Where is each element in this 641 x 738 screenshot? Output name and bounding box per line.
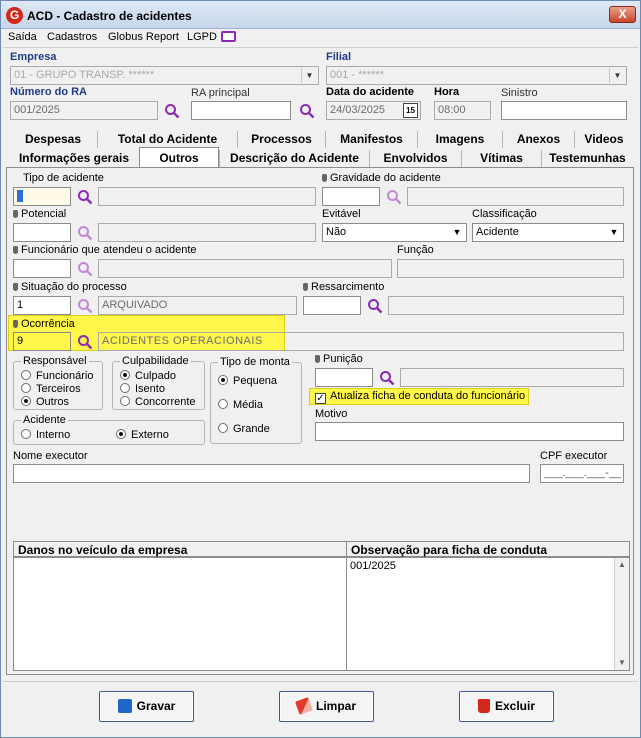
pin-icon: [13, 320, 18, 328]
menu-saida[interactable]: Saída: [8, 31, 37, 43]
punicao-desc: [400, 368, 624, 387]
observacao-header: Observação para ficha de conduta: [346, 541, 630, 557]
gravidade-desc: [407, 187, 624, 206]
potencial-code-input[interactable]: [13, 223, 71, 242]
menu-globus-report[interactable]: Globus Report: [108, 31, 179, 43]
search-icon[interactable]: [77, 189, 93, 205]
data-acidente-label: Data do acidente: [326, 86, 415, 98]
search-icon[interactable]: [77, 261, 93, 277]
search-icon[interactable]: [367, 298, 383, 314]
checkbox-checked-icon[interactable]: ✓: [316, 393, 325, 404]
tab-videos[interactable]: Videos: [574, 131, 633, 148]
radio-culpado[interactable]: Culpado: [120, 370, 176, 382]
potencial-desc: [98, 223, 316, 242]
numero-ra-input[interactable]: 001/2025: [10, 101, 158, 120]
sinistro-label: Sinistro: [501, 87, 538, 99]
observacao-scrollbar[interactable]: [614, 558, 629, 670]
radio-circle: [120, 396, 130, 406]
radio-circle: [218, 399, 228, 409]
radio-concorrente[interactable]: Concorrente: [120, 396, 196, 408]
ressarcimento-desc: [388, 296, 624, 315]
funcao-input: [397, 259, 624, 278]
empresa-label: Empresa: [10, 51, 57, 63]
menu-bar: [1, 29, 640, 47]
gravidade-label: Gravidade do acidente: [322, 172, 441, 184]
scroll-up-icon[interactable]: ▲: [618, 560, 626, 569]
observacao-value: 001/2025: [350, 560, 396, 572]
tab-anexos[interactable]: Anexos: [502, 131, 574, 148]
chevron-down-icon[interactable]: ▼: [301, 68, 317, 83]
data-acidente-value: 24/03/2025: [330, 104, 386, 116]
tipo-acidente-label: Tipo de acidente: [23, 172, 104, 184]
pin-icon: [13, 246, 18, 254]
motivo-input[interactable]: [315, 422, 624, 441]
radio-funcionario[interactable]: Funcionário: [21, 370, 93, 382]
gravidade-code-input[interactable]: [322, 187, 380, 206]
evitavel-label: Evitável: [322, 208, 361, 220]
punicao-label: Punição: [315, 353, 363, 365]
punicao-code-input[interactable]: [315, 368, 373, 387]
ressarcimento-code-input[interactable]: [303, 296, 361, 315]
ocorrencia-code-input[interactable]: 9: [13, 332, 71, 351]
empresa-value: 01 - GRUPO TRANSP. ******: [14, 69, 155, 81]
cpf-executor-input[interactable]: ___.___.___-__: [540, 464, 624, 483]
acidente-group: [13, 414, 205, 445]
radio-circle: [120, 383, 130, 393]
classificacao-value: Acidente: [476, 226, 519, 238]
limpar-button[interactable]: Limpar: [279, 691, 374, 722]
gravar-button[interactable]: Gravar: [99, 691, 194, 722]
app-logo-icon: G: [6, 7, 23, 24]
ocorrencia-label: Ocorrência: [13, 318, 75, 330]
tipo-acidente-desc: [98, 187, 316, 206]
data-acidente-input[interactable]: [326, 101, 421, 120]
radio-circle-selected: [21, 396, 31, 406]
classificacao-label: Classificação: [472, 208, 537, 220]
situacao-desc: ARQUIVADO: [98, 296, 297, 315]
search-icon[interactable]: [164, 103, 180, 119]
search-icon[interactable]: [379, 370, 395, 386]
hora-label: Hora: [434, 86, 460, 98]
search-icon[interactable]: [299, 103, 315, 119]
tab-imagens[interactable]: Imagens: [417, 131, 502, 148]
radio-outros[interactable]: Outros: [21, 396, 69, 408]
nome-executor-input[interactable]: [13, 464, 530, 483]
radio-circle: [218, 423, 228, 433]
tab-outros[interactable]: Outros: [139, 147, 219, 168]
excluir-button[interactable]: Excluir: [459, 691, 554, 722]
footer-separator: [3, 681, 638, 682]
trash-icon: [478, 699, 490, 713]
responsavel-title: Responsável: [23, 355, 87, 367]
tab-processos[interactable]: Processos: [237, 131, 325, 148]
ra-principal-input[interactable]: [191, 101, 291, 120]
monitor-icon[interactable]: [221, 31, 236, 42]
chevron-down-icon[interactable]: ▼: [449, 225, 465, 240]
tab-total-acidente[interactable]: Total do Acidente: [97, 131, 237, 148]
nome-executor-label: Nome executor: [13, 450, 88, 462]
radio-circle: [21, 370, 31, 380]
text-cursor: [17, 190, 23, 202]
tab-informacoes-gerais[interactable]: Informações gerais: [9, 150, 139, 167]
menu-cadastros[interactable]: Cadastros: [47, 31, 98, 43]
tab-envolvidos[interactable]: Envolvidos: [369, 150, 461, 167]
scroll-down-icon[interactable]: ▼: [618, 658, 626, 667]
radio-pequena[interactable]: Pequena: [218, 375, 277, 387]
radio-terceiros[interactable]: Terceiros: [21, 383, 81, 395]
atualiza-ficha-checkbox[interactable]: ✓ Atualiza ficha de conduta do funcionário: [316, 390, 526, 404]
funcionario-desc: [98, 259, 392, 278]
ra-principal-label: RA principal: [191, 87, 250, 99]
radio-circle: [21, 383, 31, 393]
radio-circle-selected: [120, 370, 130, 380]
motivo-label: Motivo: [315, 408, 348, 420]
empresa-select[interactable]: [10, 66, 319, 85]
search-icon[interactable]: [386, 189, 402, 205]
danos-textarea[interactable]: [13, 557, 347, 671]
radio-grande[interactable]: Grande: [218, 423, 270, 435]
tab-manifestos[interactable]: Manifestos: [325, 131, 417, 148]
responsavel-group: [13, 355, 103, 410]
pin-icon: [322, 174, 327, 182]
ocorrencia-desc: ACIDENTES OPERACIONAIS: [98, 332, 624, 351]
funcionario-label: Funcionário que atendeu o acidente: [13, 244, 197, 256]
sinistro-input[interactable]: [501, 101, 627, 120]
radio-media[interactable]: Média: [218, 399, 263, 411]
potencial-label: Potencial: [13, 208, 66, 220]
culpabilidade-group: [112, 355, 205, 410]
chevron-down-icon[interactable]: ▼: [606, 225, 622, 240]
window-title: ACD - Cadastro de acidentes: [27, 9, 192, 23]
calendar-icon[interactable]: 15: [403, 103, 418, 118]
pin-icon: [13, 210, 18, 218]
tabs-row-2: [9, 150, 633, 167]
menu-separator: [3, 47, 638, 48]
danos-header: Danos no veículo da empresa: [13, 541, 347, 557]
search-icon[interactable]: [77, 334, 93, 350]
tab-testemunhas[interactable]: Testemunhas: [541, 150, 633, 167]
ressarcimento-label: Ressarcimento: [303, 281, 384, 293]
funcao-label: Função: [397, 244, 434, 256]
radio-circle-selected: [218, 375, 228, 385]
radio-circle: [21, 429, 31, 439]
culpabilidade-title: Culpabilidade: [122, 355, 189, 367]
pin-icon: [303, 283, 308, 291]
save-icon: [118, 699, 132, 713]
search-icon[interactable]: [77, 298, 93, 314]
menu-lgpd[interactable]: LGPD: [187, 31, 217, 43]
tab-descricao-acidente[interactable]: Descrição do Acidente: [219, 150, 369, 167]
numero-ra-label: Número do RA: [10, 86, 87, 98]
classificacao-select[interactable]: [472, 223, 624, 242]
acidente-title: Acidente: [23, 414, 66, 426]
tipo-monta-title: Tipo de monta: [220, 356, 290, 368]
radio-externo[interactable]: Externo: [116, 429, 169, 441]
situacao-label: Situação do processo: [13, 281, 127, 293]
radio-isento[interactable]: Isento: [120, 383, 165, 395]
chevron-down-icon[interactable]: ▼: [609, 68, 625, 83]
filial-value: 001 - ******: [330, 69, 384, 81]
observacao-textarea[interactable]: [346, 557, 630, 671]
pin-icon: [315, 355, 320, 363]
close-button[interactable]: X: [609, 6, 636, 23]
evitavel-select[interactable]: [322, 223, 467, 242]
tipo-acidente-code-input[interactable]: [13, 187, 71, 206]
tab-vitimas[interactable]: Vítimas: [461, 150, 541, 167]
hora-input[interactable]: 08:00: [434, 101, 491, 120]
title-bar: [1, 1, 640, 29]
tabs-row-1: [9, 131, 633, 148]
filial-select[interactable]: [326, 66, 627, 85]
pin-icon: [13, 283, 18, 291]
eraser-icon: [295, 697, 313, 715]
cpf-executor-label: CPF executor: [540, 450, 608, 462]
evitavel-value: Não: [326, 226, 347, 238]
search-icon[interactable]: [77, 225, 93, 241]
radio-circle-selected: [116, 429, 126, 439]
funcionario-code-input[interactable]: [13, 259, 71, 278]
tab-despesas[interactable]: Despesas: [9, 131, 97, 148]
tipo-monta-group: [210, 356, 302, 444]
filial-label: Filial: [326, 51, 352, 63]
situacao-code-input[interactable]: 1: [13, 296, 71, 315]
radio-interno[interactable]: Interno: [21, 429, 70, 441]
